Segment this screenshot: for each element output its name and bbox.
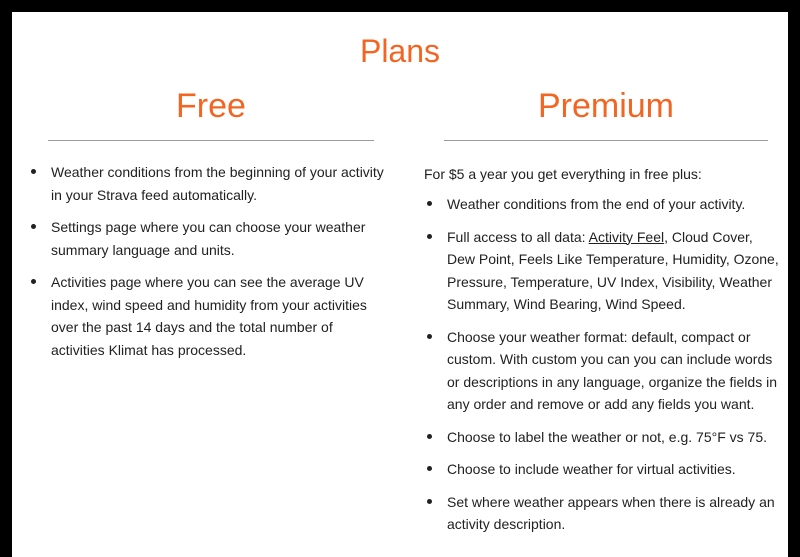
premium-plan-heading: Premium [444,86,768,141]
list-item [422,426,784,449]
list-item [422,491,784,536]
bullet-icon [31,279,36,284]
free-plan-column [26,86,388,371]
feature-text: Choose to include weather for virtual activities. [447,461,736,477]
feature-text: Set where weather appears when there is already an activity description. [447,493,775,532]
feature-text-suffix: , Cloud Cover, Dew Point, Feels Like Temperature, Humidity, Ozone, Pressure, Temperature, UV Index, Visibility, Weather Summary, Wind Bearing, Wind Speed. [447,228,779,312]
feature-text-prefix: Full access to all data: [447,228,589,245]
bullet-icon [31,169,36,174]
bullet-icon [427,499,432,504]
feature-text: Choose your weather format: default, compact or custom. With custom you can you can include words or descriptions in any language, organize the fields in any order and remove or add any fields you want. [447,328,777,412]
bullet-icon [427,201,432,206]
list-item [422,458,784,481]
feature-text: Choose to label the weather or not, e.g. 75°F vs 75. [447,428,768,445]
bullet-icon [31,224,36,229]
premium-plan-column [422,86,784,546]
activity-feel-link[interactable]: Activity Feel [588,228,665,245]
feature-text: Activities page where you can see the average UV index, wind speed and humidity from your activities over the past 14 days and the total number of activities Klimat has processed. [51,274,367,358]
feature-text: Settings page where you can choose your weather summary language and units. [51,219,366,258]
plans-page [12,12,788,557]
list-item [422,226,784,316]
free-feature-list [26,161,388,361]
bullet-icon [427,466,432,471]
list-item [26,216,388,261]
free-plan-heading: Free [48,86,374,141]
feature-text: Weather conditions from the beginning of your activity in your Strava feed automatically. [51,164,384,203]
bullet-icon [427,234,432,239]
feature-text: Weather conditions from the end of your activity. [447,196,746,212]
bullet-icon [427,434,432,439]
bullet-icon [427,334,432,339]
page-title: Plans [359,33,441,69]
list-item [422,326,784,416]
list-item [422,193,784,216]
premium-feature-list [422,193,784,536]
list-item [26,271,388,361]
premium-intro: For $5 a year you get everything in free plus: [424,166,702,182]
list-item [26,161,388,206]
